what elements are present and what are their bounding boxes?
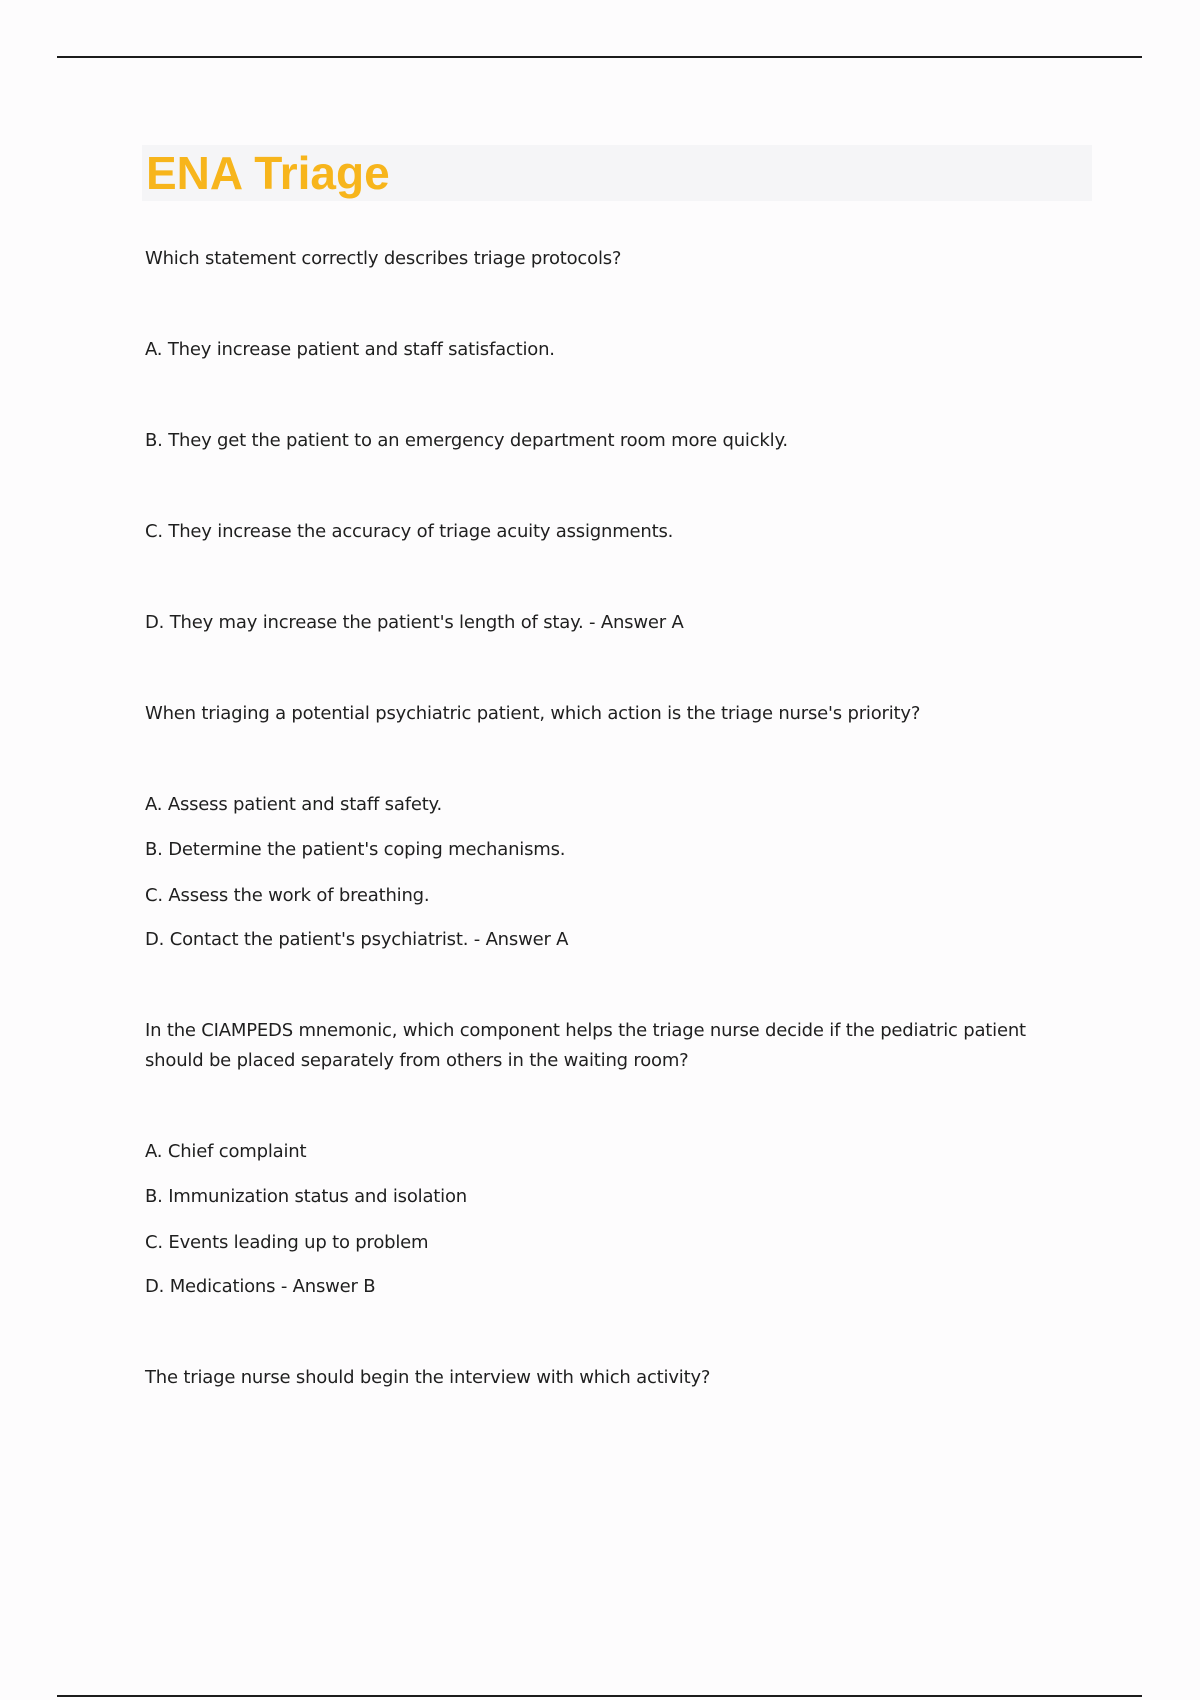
question-3-option-d: D. Medications - Answer B (145, 1276, 376, 1297)
question-3-stem-line-1: In the CIAMPEDS mnemonic, which component helps the triage nurse decide if the pediatric patient (145, 1020, 1026, 1041)
question-1-option-d: D. They may increase the patient's length of stay. - Answer A (145, 612, 684, 633)
document-title: ENA Triage (146, 147, 390, 199)
question-4-stem: The triage nurse should begin the interview with which activity? (145, 1367, 711, 1388)
footer-rule (57, 1695, 1142, 1697)
question-2-option-d: D. Contact the patient's psychiatrist. - Answer A (145, 929, 569, 950)
question-1-option-a: A. They increase patient and staff satisfaction. (145, 339, 555, 360)
question-3-option-c: C. Events leading up to problem (145, 1232, 429, 1253)
question-3-option-a: A. Chief complaint (145, 1141, 307, 1162)
question-2-option-b: B. Determine the patient's coping mechanisms. (145, 839, 566, 860)
question-1-option-b: B. They get the patient to an emergency department room more quickly. (145, 430, 788, 451)
question-1-option-c: C. They increase the accuracy of triage acuity assignments. (145, 521, 674, 542)
question-2-stem: When triaging a potential psychiatric patient, which action is the triage nurse's priority? (145, 703, 921, 724)
question-3-stem-line-2: should be placed separately from others in the waiting room? (145, 1050, 689, 1071)
question-2-option-c: C. Assess the work of breathing. (145, 885, 430, 906)
question-3-option-b: B. Immunization status and isolation (145, 1186, 467, 1207)
question-1-stem: Which statement correctly describes triage protocols? (145, 248, 622, 269)
header-rule (57, 56, 1142, 58)
question-2-option-a: A. Assess patient and staff safety. (145, 794, 442, 815)
